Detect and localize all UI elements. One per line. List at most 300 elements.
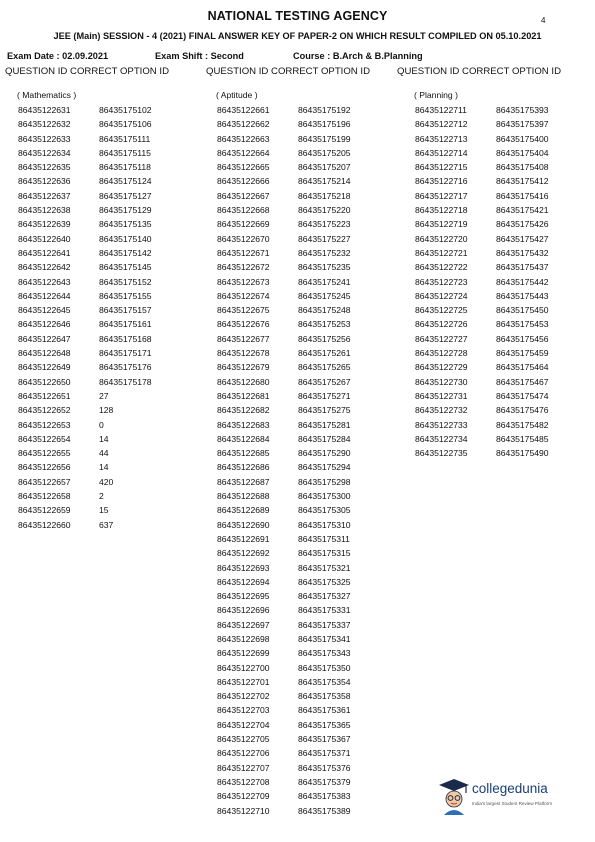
question-id: 86435122720: [415, 233, 468, 244]
question-id: 86435122710: [217, 805, 270, 816]
question-id: 86435122657: [18, 476, 71, 487]
answer-row: [217, 518, 351, 532]
correct-option-id: 86435175253: [298, 319, 351, 330]
correct-option-id: 86435175376: [298, 762, 351, 773]
correct-option-id: 86435175135: [99, 219, 152, 230]
question-id: 86435122645: [18, 305, 71, 316]
correct-option-id: 86435175205: [298, 147, 351, 158]
correct-option-id: 86435175241: [298, 276, 351, 287]
question-id: 86435122681: [217, 390, 270, 401]
correct-option-id: 86435175393: [496, 105, 549, 115]
answer-row: [217, 775, 351, 789]
answer-row: [217, 761, 351, 775]
question-id: 86435122683: [217, 419, 270, 430]
correct-option-id: 86435175371: [298, 748, 351, 759]
answer-row: [217, 160, 351, 174]
answer-row: [18, 174, 152, 188]
answer-row: [415, 103, 549, 117]
question-id: 86435122634: [18, 147, 71, 158]
correct-option-id: 86435175118: [99, 162, 151, 173]
answer-row: [415, 146, 549, 160]
correct-option-id: 86435175432: [496, 247, 549, 258]
answer-row: [217, 446, 351, 460]
answer-row: [415, 375, 549, 389]
correct-option-id: 86435175427: [496, 233, 549, 244]
answer-row: [415, 117, 549, 131]
correct-option-id: 86435175337: [298, 619, 351, 630]
correct-option-id: 86435175464: [496, 362, 549, 373]
correct-option-id: 86435175284: [298, 433, 351, 444]
correct-option-id: 86435175383: [298, 791, 351, 802]
question-id: 86435122642: [18, 262, 71, 273]
question-id: 86435122716: [415, 176, 468, 187]
column-header-2: QUESTION ID CORRECT OPTION ID: [206, 66, 370, 77]
question-id: 86435122692: [217, 548, 270, 559]
answer-row: [217, 232, 351, 246]
answer-row: [18, 403, 152, 417]
correct-option-id: 86435175321: [298, 562, 351, 573]
question-id: 86435122689: [217, 505, 270, 516]
correct-option-id: 86435175482: [496, 419, 549, 430]
answer-row: [415, 332, 549, 346]
answer-row: [18, 189, 152, 203]
correct-option-id: 86435175155: [99, 290, 152, 301]
section-label-planning: ( Planning ): [414, 90, 458, 100]
answer-row: [18, 375, 152, 389]
correct-option-id: 86435175192: [298, 105, 351, 115]
question-id: 86435122680: [217, 376, 270, 387]
correct-option-id: 86435175220: [298, 205, 351, 216]
correct-option-id: 15: [99, 505, 109, 516]
correct-option-id: 86435175115: [99, 147, 151, 158]
correct-option-id: 86435175196: [298, 119, 351, 130]
answer-row: [217, 174, 351, 188]
answer-row: [217, 289, 351, 303]
section-label-aptitude: ( Aptitude ): [216, 90, 258, 100]
correct-option-id: 86435175127: [99, 190, 152, 201]
correct-option-id: 86435175245: [298, 290, 351, 301]
correct-option-id: 86435175325: [298, 576, 351, 587]
correct-option-id: 86435175341: [298, 633, 351, 644]
correct-option-id: 86435175235: [298, 262, 351, 273]
question-id: 86435122711: [415, 105, 467, 115]
answer-row: [415, 246, 549, 260]
answer-row: [217, 303, 351, 317]
question-id: 86435122704: [217, 719, 270, 730]
question-id: 86435122659: [18, 505, 71, 516]
question-id: 86435122654: [18, 433, 71, 444]
correct-option-id: 86435175474: [496, 390, 549, 401]
question-id: 86435122644: [18, 290, 71, 301]
section-label-mathematics: ( Mathematics ): [17, 90, 77, 100]
correct-option-id: 86435175437: [496, 262, 549, 273]
answer-row: [415, 160, 549, 174]
correct-option-id: 86435175331: [298, 605, 351, 616]
answer-row: [18, 432, 152, 446]
question-id: 86435122708: [217, 776, 270, 787]
answer-row: [415, 360, 549, 374]
answer-row: [217, 718, 351, 732]
question-id: 86435122730: [415, 376, 468, 387]
document-subtitle: JEE (Main) SESSION - 4 (2021) FINAL ANSWER KEY OF PAPER-2 ON WHICH RESULT COMPILED ON 05.10.2021: [53, 31, 542, 41]
question-id: 86435122696: [217, 605, 270, 616]
question-id: 86435122688: [217, 491, 270, 502]
question-id: 86435122697: [217, 619, 270, 630]
answer-row: [18, 117, 152, 131]
question-id: 86435122677: [217, 333, 270, 344]
question-id: 86435122701: [217, 676, 270, 687]
question-id: 86435122656: [18, 462, 71, 473]
answer-row: [18, 332, 152, 346]
correct-option-id: 86435175157: [99, 305, 152, 316]
correct-option-id: 86435175456: [496, 333, 549, 344]
question-id: 86435122717: [415, 190, 468, 201]
answer-row: [415, 389, 549, 403]
question-id: 86435122729: [415, 362, 468, 373]
answer-row: [217, 489, 351, 503]
question-id: 86435122641: [18, 247, 71, 258]
answer-row: [217, 117, 351, 131]
answer-row: [415, 132, 549, 146]
answer-row: [415, 275, 549, 289]
question-id: 86435122632: [18, 119, 71, 130]
correct-option-id: 86435175275: [298, 405, 351, 416]
correct-option-id: 86435175271: [298, 390, 351, 401]
correct-option-id: 86435175265: [298, 362, 351, 373]
answer-row: [415, 446, 549, 460]
answer-row: [217, 603, 351, 617]
question-id: 86435122731: [415, 390, 468, 401]
question-id: 86435122712: [415, 119, 468, 130]
brand-name: collegedunia: [472, 781, 548, 796]
correct-option-id: 86435175294: [298, 462, 351, 473]
question-id: 86435122684: [217, 433, 270, 444]
answer-row: [217, 561, 351, 575]
answer-row: [217, 360, 351, 374]
answer-row: [217, 804, 351, 818]
question-id: 86435122678: [217, 348, 270, 359]
brand-tagline: India's largest Student Review Platform: [472, 801, 553, 806]
question-id: 86435122649: [18, 362, 71, 373]
correct-option-id: 86435175421: [496, 205, 549, 216]
correct-option-id: 86435175310: [298, 519, 351, 530]
answer-row: [18, 146, 152, 160]
answer-row: [217, 589, 351, 603]
correct-option-id: 14: [99, 462, 109, 473]
correct-option-id: 86435175176: [99, 362, 152, 373]
question-id: 86435122702: [217, 691, 270, 702]
question-id: 86435122663: [217, 133, 270, 144]
correct-option-id: 86435175453: [496, 319, 549, 330]
correct-option-id: 86435175408: [496, 162, 549, 173]
question-id: 86435122669: [217, 219, 270, 230]
answer-row: [217, 332, 351, 346]
question-id: 86435122695: [217, 591, 270, 602]
correct-option-id: 86435175199: [298, 133, 351, 144]
question-id: 86435122706: [217, 748, 270, 759]
question-id: 86435122705: [217, 734, 270, 745]
question-id: 86435122686: [217, 462, 270, 473]
correct-option-id: 27: [99, 390, 109, 401]
correct-option-id: 86435175397: [496, 119, 549, 130]
correct-option-id: 86435175207: [298, 162, 351, 173]
question-id: 86435122698: [217, 633, 270, 644]
question-id: 86435122638: [18, 205, 71, 216]
correct-option-id: 86435175300: [298, 491, 351, 502]
correct-option-id: 86435175281: [298, 419, 351, 430]
question-id: 86435122635: [18, 162, 71, 173]
question-id: 86435122709: [217, 791, 270, 802]
correct-option-id: 86435175102: [99, 105, 152, 115]
mathematics-answer-list: [18, 103, 152, 532]
correct-option-id: 44: [99, 448, 109, 459]
answer-row: [217, 403, 351, 417]
question-id: 86435122699: [217, 648, 270, 659]
collegedunia-watermark: [436, 777, 576, 817]
question-id: 86435122707: [217, 762, 270, 773]
question-id: 86435122668: [217, 205, 270, 216]
correct-option-id: 2: [99, 491, 104, 502]
correct-option-id: 86435175404: [496, 147, 549, 158]
answer-row: [415, 189, 549, 203]
correct-option-id: 86435175476: [496, 405, 549, 416]
correct-option-id: 86435175305: [298, 505, 351, 516]
graduate-cap-icon: [438, 777, 470, 815]
question-id: 86435122672: [217, 262, 270, 273]
question-id: 86435122647: [18, 333, 71, 344]
correct-option-id: 637: [99, 519, 114, 530]
page-title: NATIONAL TESTING AGENCY: [207, 9, 388, 23]
page-number: 4: [541, 16, 546, 25]
question-id: 86435122666: [217, 176, 270, 187]
answer-row: [415, 317, 549, 331]
answer-row: [217, 275, 351, 289]
correct-option-id: 86435175343: [298, 648, 351, 659]
correct-option-id: 86435175416: [496, 190, 549, 201]
question-id: 86435122725: [415, 305, 468, 316]
correct-option-id: 86435175140: [99, 233, 152, 244]
correct-option-id: 86435175442: [496, 276, 549, 287]
correct-option-id: 86435175168: [99, 333, 152, 344]
answer-row: [217, 546, 351, 560]
question-id: 86435122693: [217, 562, 270, 573]
answer-row: [18, 360, 152, 374]
aptitude-answer-list: [217, 103, 351, 818]
answer-row: [217, 217, 351, 231]
answer-row: [217, 532, 351, 546]
correct-option-id: 86435175267: [298, 376, 351, 387]
answer-row: [415, 418, 549, 432]
answer-row: [217, 618, 351, 632]
correct-option-id: 86435175426: [496, 219, 549, 230]
correct-option-id: 86435175350: [298, 662, 351, 673]
correct-option-id: 0: [99, 419, 104, 430]
question-id: 86435122718: [415, 205, 468, 216]
correct-option-id: 86435175361: [298, 705, 351, 716]
correct-option-id: 86435175261: [298, 348, 351, 359]
question-id: 86435122646: [18, 319, 71, 330]
answer-row: [415, 217, 549, 231]
question-id: 86435122703: [217, 705, 270, 716]
correct-option-id: 86435175467: [496, 376, 549, 387]
correct-option-id: 86435175459: [496, 348, 549, 359]
answer-row: [18, 275, 152, 289]
correct-option-id: 86435175327: [298, 591, 351, 602]
answer-row: [217, 375, 351, 389]
answer-row: [18, 346, 152, 360]
question-id: 86435122640: [18, 233, 71, 244]
question-id: 86435122715: [415, 162, 468, 173]
answer-row: [217, 432, 351, 446]
answer-row: [18, 489, 152, 503]
question-id: 86435122651: [18, 390, 71, 401]
question-id: 86435122685: [217, 448, 270, 459]
answer-row: [217, 503, 351, 517]
answer-row: [18, 418, 152, 432]
correct-option-id: 86435175218: [298, 190, 351, 201]
question-id: 86435122660: [18, 519, 71, 530]
correct-option-id: 86435175450: [496, 305, 549, 316]
question-id: 86435122673: [217, 276, 270, 287]
question-id: 86435122735: [415, 448, 468, 459]
question-id: 86435122633: [18, 133, 71, 144]
answer-row: [18, 232, 152, 246]
question-id: 86435122637: [18, 190, 71, 201]
correct-option-id: 86435175400: [496, 133, 549, 144]
correct-option-id: 86435175311: [298, 533, 350, 544]
answer-row: [217, 703, 351, 717]
question-id: 86435122676: [217, 319, 270, 330]
question-id: 86435122687: [217, 476, 270, 487]
question-id: 86435122658: [18, 491, 71, 502]
answer-row: [217, 103, 351, 117]
correct-option-id: 86435175248: [298, 305, 351, 316]
question-id: 86435122674: [217, 290, 270, 301]
question-id: 86435122665: [217, 162, 270, 173]
column-header-1: QUESTION ID CORRECT OPTION ID: [5, 66, 169, 77]
question-id: 86435122631: [18, 105, 71, 115]
question-id: 86435122667: [217, 190, 270, 201]
course: Course : B.Arch & B.Planning: [293, 51, 423, 61]
correct-option-id: 86435175214: [298, 176, 351, 187]
question-id: 86435122732: [415, 405, 468, 416]
correct-option-id: 86435175490: [496, 448, 549, 459]
answer-row: [18, 303, 152, 317]
question-id: 86435122662: [217, 119, 270, 130]
question-id: 86435122719: [415, 219, 468, 230]
correct-option-id: 86435175443: [496, 290, 549, 301]
answer-row: [415, 174, 549, 188]
question-id: 86435122690: [217, 519, 270, 530]
answer-row: [18, 160, 152, 174]
question-id: 86435122639: [18, 219, 71, 230]
correct-option-id: 86435175227: [298, 233, 351, 244]
correct-option-id: 86435175161: [99, 319, 152, 330]
question-id: 86435122643: [18, 276, 71, 287]
answer-row: [18, 518, 152, 532]
answer-row: [217, 460, 351, 474]
correct-option-id: 86435175145: [99, 262, 152, 273]
question-id: 86435122726: [415, 319, 468, 330]
question-id: 86435122694: [217, 576, 270, 587]
question-id: 86435122714: [415, 147, 468, 158]
correct-option-id: 86435175223: [298, 219, 351, 230]
correct-option-id: 128: [99, 405, 114, 416]
answer-row: [217, 389, 351, 403]
question-id: 86435122682: [217, 405, 270, 416]
answer-row: [18, 460, 152, 474]
question-id: 86435122655: [18, 448, 71, 459]
correct-option-id: 86435175379: [298, 776, 351, 787]
correct-option-id: 86435175256: [298, 333, 351, 344]
question-id: 86435122700: [217, 662, 270, 673]
correct-option-id: 86435175152: [99, 276, 152, 287]
answer-row: [217, 632, 351, 646]
question-id: 86435122721: [415, 247, 468, 258]
answer-row: [217, 646, 351, 660]
answer-row: [217, 732, 351, 746]
question-id: 86435122727: [415, 333, 468, 344]
correct-option-id: 86435175485: [496, 433, 549, 444]
answer-row: [18, 317, 152, 331]
correct-option-id: 86435175290: [298, 448, 351, 459]
question-id: 86435122722: [415, 262, 468, 273]
column-header-3: QUESTION ID CORRECT OPTION ID: [397, 66, 561, 77]
answer-row: [18, 260, 152, 274]
answer-row: [18, 289, 152, 303]
answer-row: [217, 203, 351, 217]
question-id: 86435122648: [18, 348, 71, 359]
answer-row: [415, 346, 549, 360]
answer-row: [217, 746, 351, 760]
answer-row: [18, 203, 152, 217]
answer-row: [415, 403, 549, 417]
question-id: 86435122636: [18, 176, 71, 187]
answer-row: [18, 389, 152, 403]
correct-option-id: 86435175412: [496, 176, 549, 187]
question-id: 86435122671: [217, 247, 270, 258]
question-id: 86435122679: [217, 362, 270, 373]
correct-option-id: 86435175106: [99, 119, 152, 130]
answer-row: [415, 432, 549, 446]
answer-row: [18, 103, 152, 117]
answer-row: [415, 303, 549, 317]
answer-row: [217, 675, 351, 689]
answer-row: [415, 203, 549, 217]
answer-row: [217, 146, 351, 160]
correct-option-id: 86435175354: [298, 676, 351, 687]
question-id: 86435122691: [217, 533, 270, 544]
answer-row: [18, 246, 152, 260]
answer-row: [217, 189, 351, 203]
correct-option-id: 86435175142: [99, 247, 152, 258]
question-id: 86435122733: [415, 419, 468, 430]
question-id: 86435122675: [217, 305, 270, 316]
correct-option-id: 86435175367: [298, 734, 351, 745]
answer-row: [18, 475, 152, 489]
answer-row: [18, 446, 152, 460]
question-id: 86435122664: [217, 147, 270, 158]
correct-option-id: 86435175111: [99, 133, 151, 144]
question-id: 86435122713: [415, 133, 468, 144]
correct-option-id: 86435175124: [99, 176, 152, 187]
question-id: 86435122723: [415, 276, 468, 287]
question-id: 86435122653: [18, 419, 71, 430]
correct-option-id: 86435175358: [298, 691, 351, 702]
correct-option-id: 14: [99, 433, 109, 444]
correct-option-id: 86435175178: [99, 376, 152, 387]
question-id: 86435122724: [415, 290, 468, 301]
